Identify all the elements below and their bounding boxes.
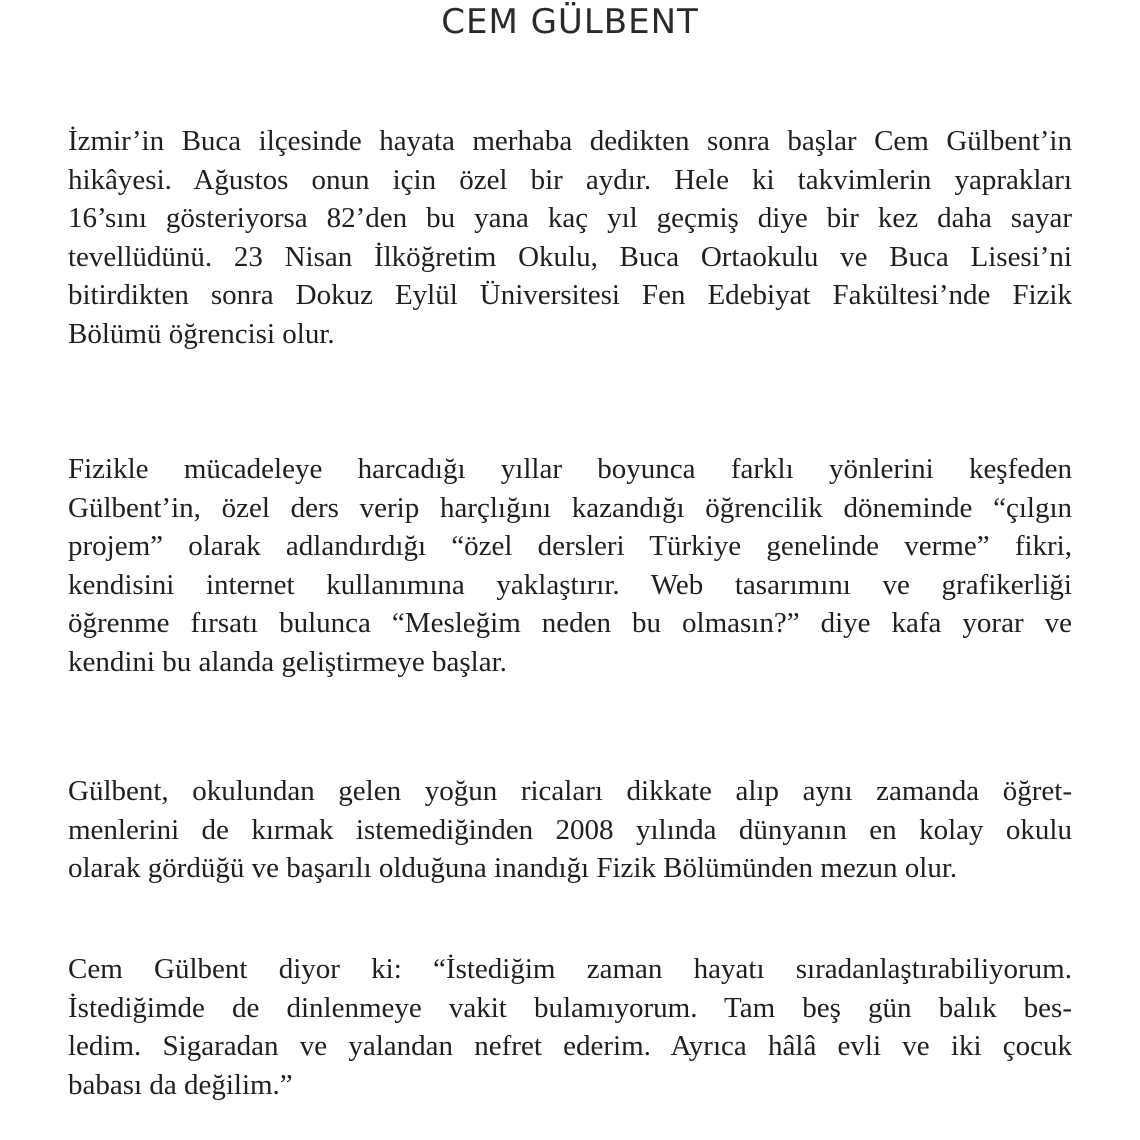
text-line: İzmir’in Buca ilçesinde hayata merhaba dedikten sonra başlar Cem Gülbent’in (68, 125, 1072, 157)
paragraph-2 (68, 450, 1072, 681)
text-line: kendini bu alanda geliştirmeye başlar. (68, 645, 507, 678)
text-line: hikâyesi. Ağustos onun için özel bir aydır. Hele ki takvimlerin yaprakları (68, 163, 1072, 196)
text-line: Cem Gülbent diyor ki: “İstediğim zaman hayatı sıradanlaştırabiliyorum. (68, 953, 1072, 985)
text-line: Gülbent, okulundan gelen yoğun ricaları dikkate alıp aynı zamanda öğret- (68, 775, 1072, 807)
text-line: Fizikle mücadeleye harcadığı yıllar boyunca farklı yönlerini keşfeden (68, 453, 1072, 485)
text-line: menlerini de kırmak istemediğinden 2008 yılında dünyanın en kolay okulu (68, 813, 1072, 846)
text-line: tevellüdünü. 23 Nisan İlköğretim Okulu, Buca Ortaokulu ve Buca Lisesi’ni (68, 240, 1072, 273)
paragraph-3 (68, 772, 1072, 888)
page-title: CEM GÜLBENT (441, 2, 699, 42)
text-line: İstediğimde de dinlenmeye vakit bulamıyorum. Tam beş gün balık bes- (68, 991, 1072, 1024)
text-line: kendisini internet kullanımına yaklaştırır. Web tasarımını ve grafikerliği (68, 568, 1072, 601)
text-line: Bölümü öğrencisi olur. (68, 317, 335, 350)
text-line: 16’sını gösteriyorsa 82’den bu yana kaç yıl geçmiş diye bir kez daha sayar (68, 202, 1072, 234)
paragraph-1 (68, 122, 1072, 353)
text-line: bitirdikten sonra Dokuz Eylül Üniversitesi Fen Edebiyat Fakültesi’nde Fizik (68, 279, 1072, 311)
text-line: öğrenme fırsatı bulunca “Mesleğim neden bu olmasın?” diye kafa yorar ve (68, 607, 1072, 639)
text-line: projem” olarak adlandırdığı “özel dersleri Türkiye genelinde verme” fikri, (68, 530, 1072, 562)
text-line: babası da değilim.” (68, 1068, 293, 1101)
text-line: olarak gördüğü ve başarılı olduğuna inandığı Fizik Bölümünden mezun olur. (68, 852, 958, 884)
paragraph-4 (68, 950, 1072, 1104)
text-line: ledim. Sigaradan ve yalandan nefret ederim. Ayrıca hâlâ evli ve iki çocuk (68, 1030, 1072, 1062)
text-line: Gülbent’in, özel ders verip harçlığını kazandığı öğrencilik döneminde “çılgın (68, 491, 1072, 524)
